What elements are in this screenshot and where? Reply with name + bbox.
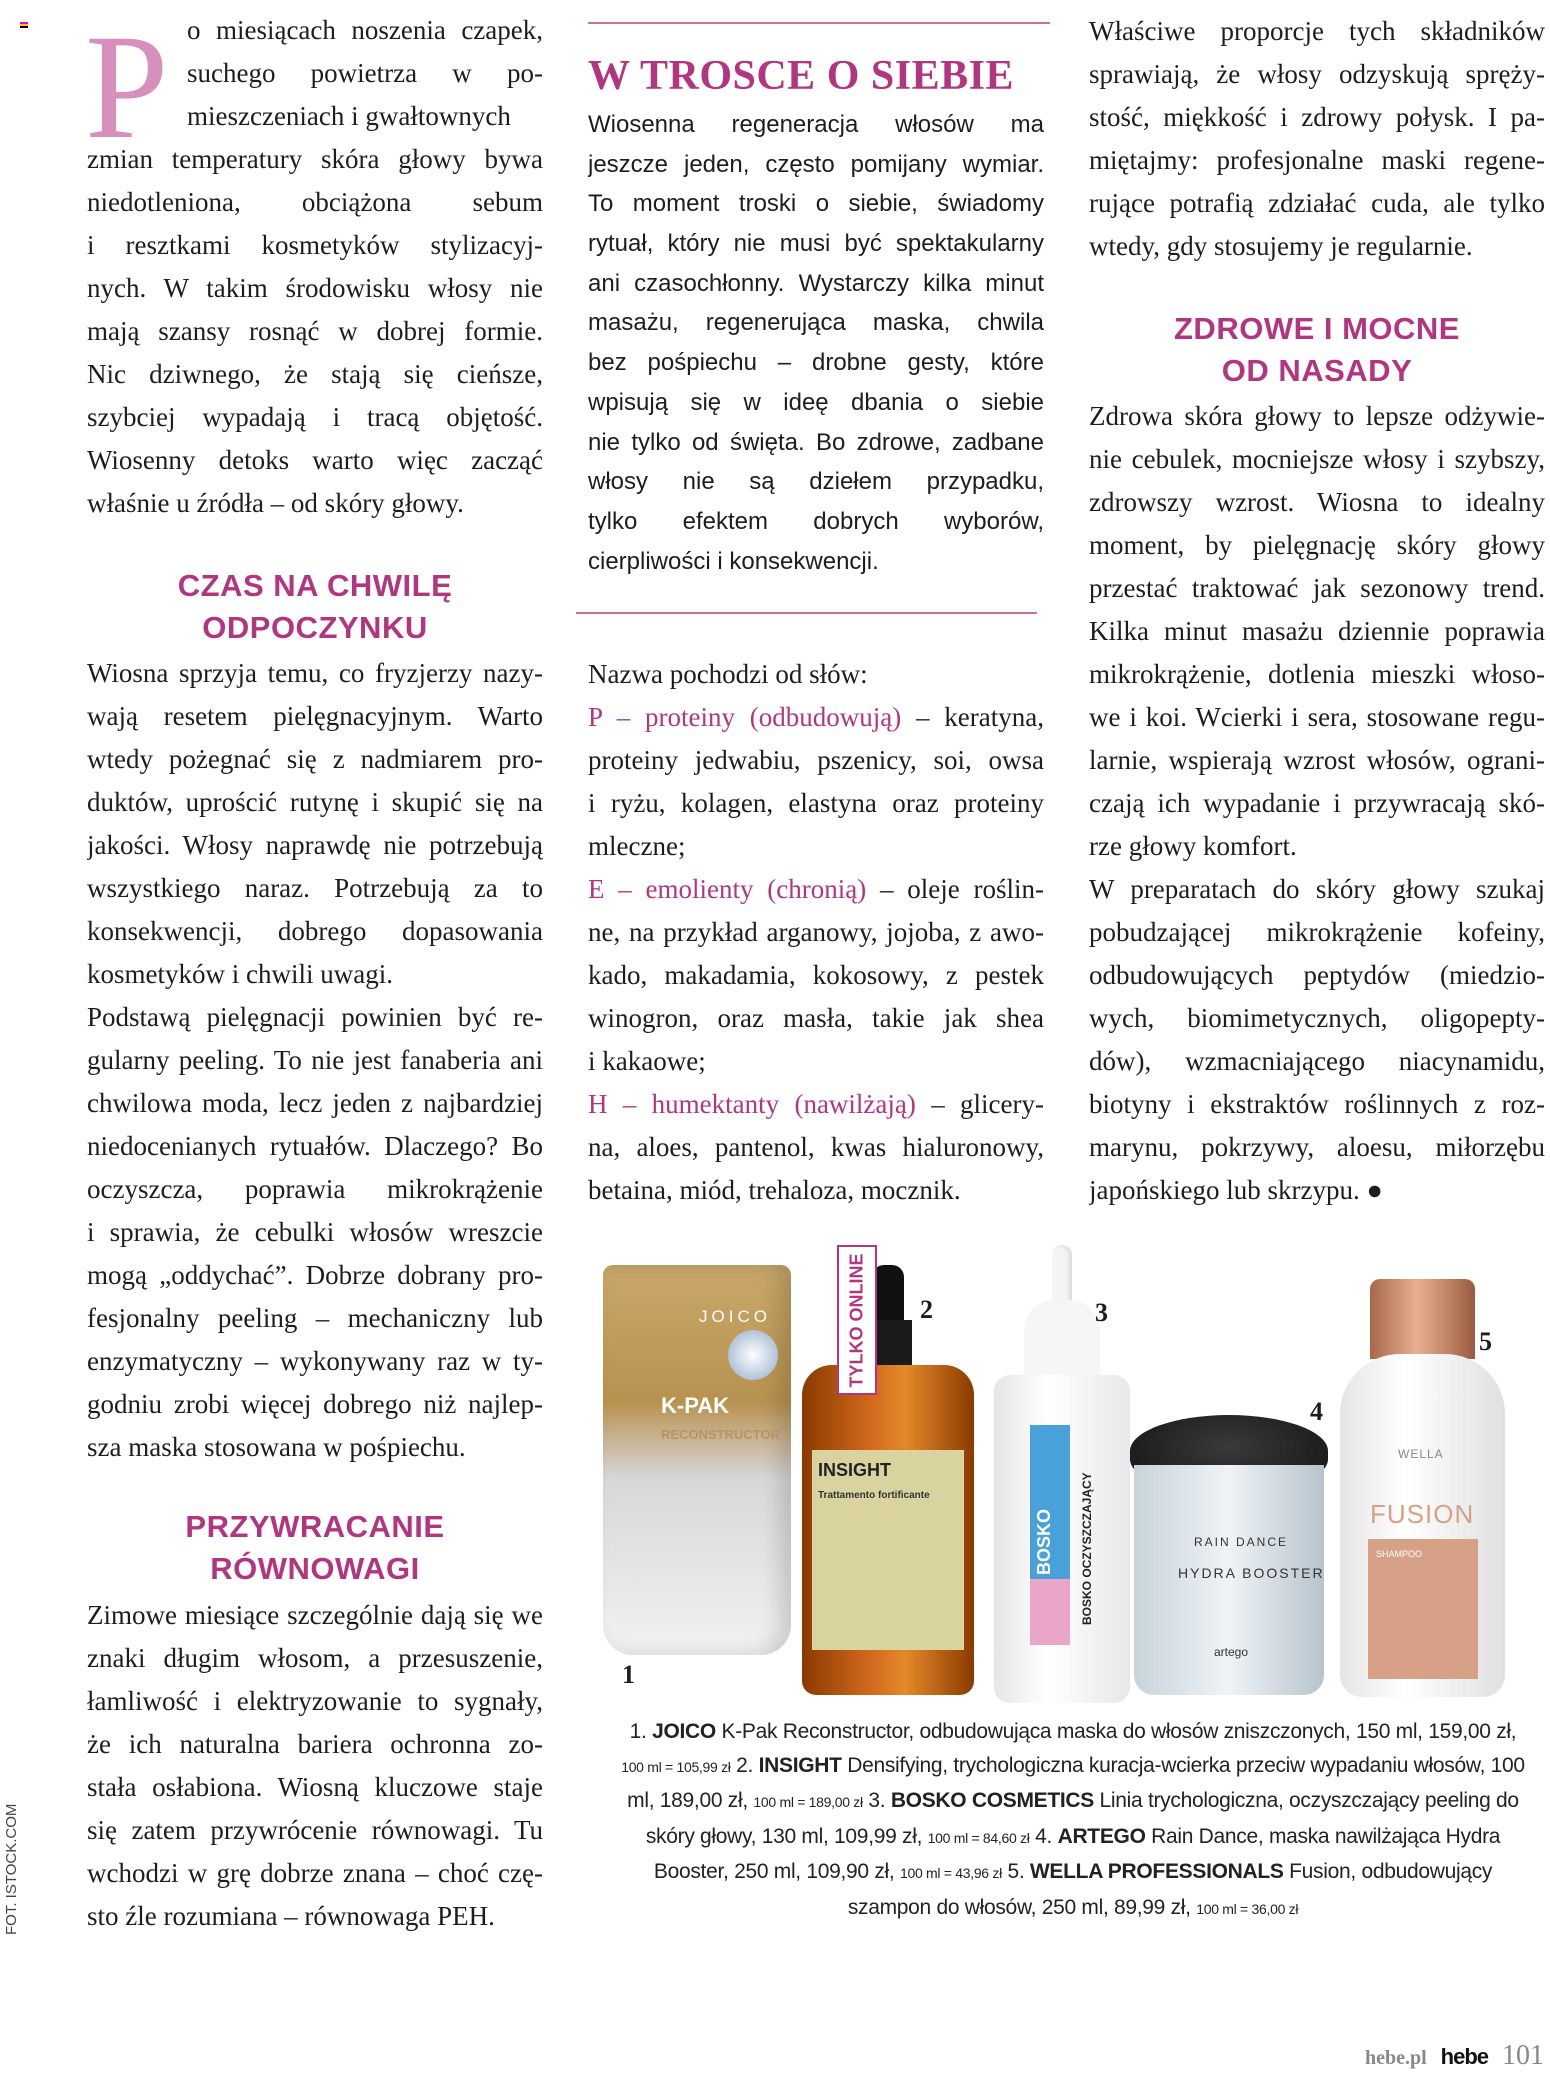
product-artego-jar	[1130, 1415, 1328, 1695]
peh-line	[588, 1169, 1044, 1212]
text-line: stała osłabiona. Wiosną kluczowe staje	[87, 1772, 543, 1802]
caption-brand: BOSKO COSMETICS	[890, 1789, 1094, 1812]
caption-brand: JOICO	[652, 1720, 716, 1743]
caption-text: Linia trychologiczna, oczyszczający peeling do skóry głowy, 130 ml, 109,99 zł,	[645, 1789, 1519, 1848]
text-line: przestać traktować jak sezonowy trend.	[1089, 573, 1545, 603]
caption-text: Rain Dance, maska nawilżająca Hydra Booster, 250 ml, 109,90 zł,	[653, 1824, 1501, 1883]
text-line: Zimowe miesiące szczególnie dają się we	[87, 1600, 543, 1630]
product-sub: HYDRA BOOSTER	[1178, 1565, 1325, 1581]
caption-brand: WELLA PROFESSIONALS	[1029, 1860, 1284, 1883]
peh-line	[588, 997, 1044, 1040]
text-line: niedocenianych rytuałów. Dlaczego? Bo	[87, 1131, 543, 1161]
text-line: i sprawia, że cebulki włosów wreszcie	[87, 1217, 543, 1247]
text-line: zmian temperatury skóra głowy bywa	[87, 144, 543, 174]
text-line: cierpliwości i konsekwencji.	[588, 547, 879, 575]
text-line: we i koi. Wcierki i sera, stosowane regu-	[1089, 702, 1545, 732]
product-photo	[590, 1235, 1540, 1710]
caption-unit: 100 ml = 84,60 zł	[927, 1829, 1030, 1846]
text-line: nie cebulek, mocniejsze włosy i szybszy,	[1089, 444, 1545, 474]
product-number: 2	[920, 1295, 933, 1324]
text-line: wtedy pożegnać się z nadmiarem pro-	[87, 744, 543, 774]
peh-line	[588, 696, 1044, 739]
text-line: stość, miękkość i zdrowy połysk. I pa-	[1089, 102, 1545, 132]
peeling-paragraph	[87, 996, 543, 1469]
text-line: jeszcze jeden, często pomijany wymiar.	[588, 150, 1044, 178]
text-line: niedotleniona, obciążona sebum	[87, 187, 543, 217]
caption-n: 2.	[736, 1753, 759, 1777]
peh-line	[588, 782, 1044, 825]
text-line: jakości. Włosy naprawdę nie potrzebują	[87, 830, 543, 860]
text-line: dów), wzmacniającego niacynamidu,	[1089, 1046, 1545, 1076]
peh-line	[588, 911, 1044, 954]
peh-line	[588, 1083, 1044, 1126]
text-line: Wiosenna regeneracja włosów ma	[588, 111, 1044, 138]
footer-site: hebe.pl	[1364, 2047, 1427, 2069]
hebe-logo: hebe	[1440, 2044, 1488, 2069]
text-line: Nic dziwnego, że stają się cieńsze,	[87, 359, 543, 389]
product-name: K-PAK	[661, 1393, 730, 1418]
text-line: tylko efektem dobrych wyborów,	[588, 507, 1044, 535]
balance-paragraph	[87, 1594, 543, 1938]
text-line: Podstawą pielęgnacji powinien być re-	[87, 1002, 543, 1032]
peh-term: E – emolienty (chronią)	[588, 874, 867, 904]
peh-line	[588, 868, 1044, 911]
rest-paragraph	[87, 652, 543, 996]
product-maker: artego	[1214, 1645, 1249, 1659]
product-sub: SHAMPOO	[1376, 1549, 1423, 1559]
heading-line: CZAS NA CHWILĘ	[177, 568, 453, 603]
text-line: że ich naturalna bariera ochronna zo-	[87, 1729, 543, 1759]
text-line: masażu, regenerująca maska, chwila	[588, 309, 1044, 337]
product-gem	[728, 1330, 778, 1380]
page-number: 101	[1502, 2040, 1544, 2071]
section-heading-balance	[87, 1506, 543, 1590]
caption-unit: 100 ml = 189,00 zł	[753, 1794, 863, 1810]
text-line: marynu, pokrzywy, aloesu, miłorzębu	[1089, 1132, 1545, 1162]
product-number: 5	[1479, 1327, 1492, 1356]
product-sub: RECONSTRUCTOR	[661, 1427, 780, 1442]
text-line: To moment troski o siebie, świadomy	[588, 190, 1044, 218]
peh-line	[588, 739, 1044, 782]
text-line: wchodzi w grę dobrze znana – choć czę-	[87, 1858, 543, 1888]
caption-unit: 100 ml = 36,00 zł	[1196, 1900, 1299, 1917]
text-line: moment, by pielęgnację skóry głowy	[1089, 530, 1545, 560]
text-line: miętajmy: profesjonalne maski regene-	[1089, 145, 1545, 175]
text-line: rujące potrafią zdziałać cuda, ale tylko	[1089, 188, 1545, 218]
text-line: mają szansy rosnąć w dobrej formie.	[87, 316, 543, 346]
roots-paragraph	[1089, 395, 1545, 868]
text-line: łamliwość i elektryzowanie to sygnały,	[87, 1686, 543, 1716]
peh-list	[588, 653, 1044, 1212]
text-line: konsekwencji, dobrego dopasowania	[87, 916, 543, 946]
drop-cap: P	[85, 4, 169, 170]
peh-line	[588, 1040, 1044, 1083]
product-brand: BOSKO	[1034, 1508, 1054, 1575]
text-line: wają resetem pielęgnacyjnym. Warto	[87, 701, 543, 731]
text-line: sza maska stosowana w pośpiechu.	[87, 1432, 466, 1462]
product-name: FUSION	[1370, 1499, 1475, 1529]
product-joico-tube	[603, 1265, 791, 1655]
text-line: o miesiącach noszenia czapek,	[187, 15, 543, 45]
intro-paragraph	[87, 138, 543, 525]
heading-line: OD NASADY	[1221, 353, 1413, 388]
text-line: się zatem przywrócenie równowagi. Tu	[87, 1815, 543, 1845]
product-brand: JOICO	[699, 1307, 771, 1326]
box-text	[588, 105, 1044, 581]
text-line: gularny peeling. To nie jest fanaberia ani	[87, 1045, 543, 1075]
caption-text: Fusion, odbudowujący szampon do włosów, 250 ml, 89,99 zł,	[847, 1860, 1493, 1919]
product-caption	[618, 1715, 1528, 1926]
section-heading-roots	[1089, 308, 1545, 392]
peh-text: – oleje roślin-	[866, 874, 1044, 904]
text-line: suchego powietrza w po-	[187, 58, 543, 88]
product-brand: RAIN DANCE	[1194, 1535, 1289, 1549]
text-line: pobudzającej mikrokrążenie kofeiny,	[1089, 917, 1545, 947]
intro-paragraph-indented	[187, 9, 543, 138]
text-line: ani czasochłonny. Wystarczy kilka minut	[588, 269, 1044, 297]
heading-line: RÓWNOWAGI	[210, 1551, 420, 1586]
peh-text: winogron, oraz masła, takie jak shea	[588, 1003, 1044, 1033]
peh-line	[588, 954, 1044, 997]
box-bottom-rule	[576, 612, 1037, 614]
peh-text: i ryżu, kolagen, elastyna oraz proteiny	[588, 788, 1044, 818]
product-sub: Trattamento fortificante	[818, 1490, 930, 1501]
text-line: chwilowa moda, lecz jeden z najbardziej	[87, 1088, 543, 1118]
peh-text: na, aloes, pantenol, kwas hialuronowy,	[588, 1132, 1044, 1162]
box-title: W TROSCE O SIEBIE	[588, 53, 1014, 99]
print-mark	[20, 22, 28, 28]
text-line: i resztkami kosmetyków stylizacyj-	[87, 230, 543, 260]
heading-line: ODPOCZYNKU	[202, 610, 428, 645]
text-line: godniu zrobi więcej dobrego niż najlep-	[87, 1389, 543, 1419]
text-line: japońskiego lub skrzypu. ●	[1089, 1175, 1383, 1205]
text-line: mikrokrążenie, dotlenia mieszki włoso-	[1089, 659, 1545, 689]
peh-text: – glicery-	[915, 1089, 1044, 1119]
text-line: wych, biomimetycznych, oligopepty-	[1089, 1003, 1545, 1033]
caption-unit: 100 ml = 43,96 zł	[899, 1865, 1002, 1881]
caption-n: 5.	[1007, 1860, 1030, 1883]
peh-line	[588, 825, 1044, 868]
peh-intro: Nazwa pochodzi od słów:	[588, 659, 868, 689]
peh-text: ne, na przykład arganowy, jojoba, z awo-	[588, 917, 1044, 947]
caption-n: 1.	[629, 1720, 653, 1743]
text-line: larnie, wspierają wzrost włosów, ograni-	[1089, 745, 1545, 775]
text-line: wtedy, gdy stosujemy je regularnie.	[1089, 231, 1473, 261]
text-line: nie tylko od święta. Bo zdrowe, zadbane	[588, 428, 1044, 456]
ingredients-paragraph	[1089, 868, 1545, 1212]
text-line: kosmetyków i chwili uwagi.	[87, 959, 393, 989]
text-line: rytuał, który nie musi być spektakularny	[588, 230, 1044, 258]
peh-text: betaina, miód, trehaloza, mocznik.	[588, 1175, 961, 1205]
text-line: Wiosna sprzyja temu, co fryzjerzy nazy-	[87, 658, 543, 688]
text-line: właśnie u źródła – od skóry głowy.	[87, 488, 464, 518]
caption-n: 3.	[868, 1789, 891, 1812]
text-line: sto źle rozumiana – równowaga PEH.	[87, 1901, 495, 1931]
text-line: rze głowy komfort.	[1089, 831, 1297, 861]
text-line: mieszczeniach i gwałtownych	[187, 101, 511, 131]
product-number: 1	[622, 1660, 635, 1689]
text-line: fesjonalny peeling – mechaniczny lub	[87, 1303, 543, 1333]
peh-text: proteiny jedwabiu, pszenicy, soi, owsa	[588, 745, 1044, 775]
text-line: bez pośpiechu – drobne gesty, które	[588, 349, 1044, 377]
product-brand: WELLA	[1398, 1447, 1444, 1461]
text-line: znaki długim włosom, a przesuszenie,	[87, 1643, 543, 1673]
caption-text: Densifying, trychologiczna kuracja-wcierka przeciw wypadaniu włosów, 100 ml, 189,00 zł,	[627, 1753, 1525, 1812]
caption-n: 4.	[1035, 1824, 1058, 1848]
text-line: Zdrowa skóra głowy to lepsze odżywie-	[1089, 401, 1545, 431]
intro-paragraph	[1089, 10, 1545, 268]
section-heading-rest	[87, 565, 543, 649]
online-badge: TYLKO ONLINE	[837, 1245, 877, 1395]
text-line: sprawiają, że włosy odzyskują spręży-	[1089, 59, 1545, 89]
text-line: Kilka minut masażu dziennie poprawia	[1089, 616, 1545, 646]
caption-unit: 100 ml = 105,99 zł	[621, 1758, 731, 1775]
photo-credit: FOT. ISTOCK.COM	[3, 1803, 20, 1935]
peh-text: – keratyna,	[901, 702, 1044, 732]
text-line: mogą „oddychać”. Dobrze dobrany pro-	[87, 1260, 543, 1290]
text-line: oczyszcza, poprawia mikrokrążenie	[87, 1174, 543, 1204]
box-top-rule	[588, 22, 1050, 24]
text-line: enzymatyczny – wykonywany raz w ty-	[87, 1346, 543, 1376]
heading-line: PRZYWRACANIE	[185, 1509, 445, 1544]
peh-text: kado, makadamia, kokosowy, z pestek	[588, 960, 1044, 990]
text-line: nych. W takim środowisku włosy nie	[87, 273, 543, 303]
product-sub: BOSKO OCZYSZCZAJĄCY	[1080, 1472, 1094, 1625]
caption-brand: ARTEGO	[1057, 1824, 1146, 1848]
text-line: wszystkiego naraz. Potrzebują za to	[87, 873, 543, 903]
text-line: odbudowujących peptydów (miedzio-	[1089, 960, 1545, 990]
caption-brand: INSIGHT	[758, 1753, 842, 1777]
text-line: biotyny i ekstraktów roślinnych z roz-	[1089, 1089, 1545, 1119]
product-number: 3	[1095, 1298, 1108, 1327]
text-line: Wiosenny detoks warto więc zacząć	[87, 445, 543, 475]
peh-text: i kakaowe;	[588, 1046, 706, 1076]
product-brand: INSIGHT	[818, 1460, 892, 1480]
text-line: Właściwe proporcje tych składników	[1089, 16, 1545, 46]
text-line: zdrowszy wzrost. Wiosna to idealny	[1089, 487, 1545, 517]
peh-line	[588, 1126, 1044, 1169]
text-line: wpisują się w ideę dbania o siebie	[588, 388, 1044, 416]
peh-text: mleczne;	[588, 831, 686, 861]
product-bosko-bottle	[994, 1245, 1130, 1703]
peh-term: H – humektanty (nawilżają)	[588, 1089, 916, 1119]
footer	[1365, 2040, 1544, 2072]
text-line: czają ich wypadanie i przywracają skó-	[1089, 788, 1545, 818]
product-insight-bottle	[802, 1265, 974, 1695]
peh-term: P – proteiny (odbudowują)	[588, 702, 902, 732]
text-line: włosy nie są dziełem przypadku,	[588, 468, 1044, 496]
product-number: 4	[1310, 1397, 1323, 1426]
text-line: szybciej wypadają i tracą objętość.	[87, 402, 543, 432]
text-line: W preparatach do skóry głowy szukaj	[1089, 874, 1545, 904]
heading-line: ZDROWE I MOCNE	[1174, 311, 1460, 346]
caption-text: K-Pak Reconstructor, odbudowująca maska do włosów zniszczonych, 150 ml, 159,00 zł,	[715, 1720, 1517, 1743]
text-line: duktów, uprościć rutynę i skupić się na	[87, 787, 543, 817]
